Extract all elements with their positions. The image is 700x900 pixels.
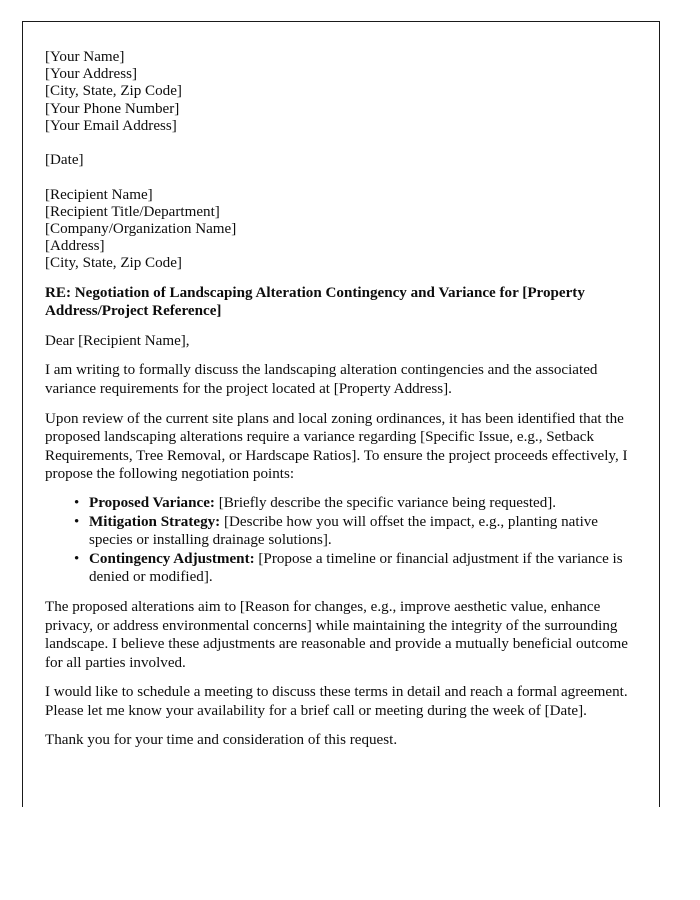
recipient-city-state-zip: [City, State, Zip Code]	[45, 255, 182, 272]
date-block	[45, 152, 633, 169]
spacer-after-salutation	[45, 350, 633, 361]
salutation: Dear [Recipient Name],	[45, 332, 190, 349]
recipient-name: [Recipient Name]	[45, 186, 153, 203]
document-page	[22, 21, 660, 807]
paragraph-review: Upon review of the current site plans and local zoning ordinances, it has been identified that the proposed landscaping alterations require a variance regarding [Specific Issue, e.g., Setback Requirements, Tree Removal, or Hardscape Ratios]. To ensure the project proceeds effectively, I propose the following negotiation points:	[45, 410, 628, 483]
spacer-after-sender	[45, 135, 633, 152]
subject-line: RE: Negotiation of Landscaping Alteration Contingency and Variance for [Property Address/Project Reference]	[45, 284, 585, 320]
bullet-label: Contingency Adjustment:	[89, 550, 255, 567]
document-body	[23, 22, 659, 750]
spacer-after-bullets	[45, 587, 633, 598]
negotiation-points-list	[45, 494, 633, 587]
spacer-after-date	[45, 169, 633, 186]
bullet-dot-icon: •	[74, 550, 80, 567]
recipient-address-block	[45, 187, 633, 273]
date-line: [Date]	[45, 152, 84, 169]
bullet-dot-icon: •	[74, 513, 80, 530]
recipient-title: [Recipient Title/Department]	[45, 203, 220, 220]
bullet-text: [Propose a timeline or financial adjustment if the variance is denied or modified].	[89, 550, 623, 586]
bullet-label: Mitigation Strategy:	[89, 513, 221, 530]
sender-name: [Your Name]	[45, 49, 125, 65]
bullet-dot-icon: •	[74, 494, 80, 511]
spacer-before-bullets	[45, 484, 633, 494]
paragraph-intro: I am writing to formally discuss the landscaping alteration contingencies and the associated variance requirements for the project located at [Property Address].	[45, 362, 598, 397]
paragraph-rationale: The proposed alterations aim to [Reason for changes, e.g., improve aesthetic value, enhance privacy, or address environmental concerns] while maintaining the integrity of the surrounding landscape. I believe these adjustments are reasonable and provide a mutually beneficial outcome for all parties involved.	[45, 598, 628, 671]
list-item	[45, 513, 633, 550]
bullet-text: [Briefly describe the specific variance being requested].	[214, 494, 557, 511]
recipient-address: [Address]	[45, 238, 105, 255]
spacer-before-subject	[45, 273, 633, 284]
list-item	[45, 550, 633, 587]
spacer-after-subject	[45, 321, 633, 332]
sender-phone: [Your Phone Number]	[45, 100, 180, 117]
bullet-text: [Describe how you will offset the impact, e.g., planting native species or installing drainage solutions].	[89, 513, 599, 549]
spacer-after-paragraph-4	[45, 720, 633, 731]
sender-address: [Your Address]	[45, 66, 137, 83]
letter-content	[45, 49, 633, 750]
sender-city-state-zip: [City, State, Zip Code]	[45, 83, 182, 100]
list-item	[45, 494, 633, 513]
recipient-company: [Company/Organization Name]	[45, 221, 237, 237]
paragraph-closing-thanks: Thank you for your time and consideration of this request.	[45, 732, 398, 749]
spacer-after-paragraph-3	[45, 672, 633, 683]
sender-address-block	[45, 49, 633, 135]
sender-email: [Your Email Address]	[45, 117, 177, 134]
paragraph-meeting-request: I would like to schedule a meeting to discuss these terms in detail and reach a formal agreement. Please let me know your availability for a brief call or meeting during the week of [Date].	[45, 684, 628, 719]
bullet-label: Proposed Variance:	[89, 494, 215, 511]
spacer-after-paragraph-1	[45, 399, 633, 410]
